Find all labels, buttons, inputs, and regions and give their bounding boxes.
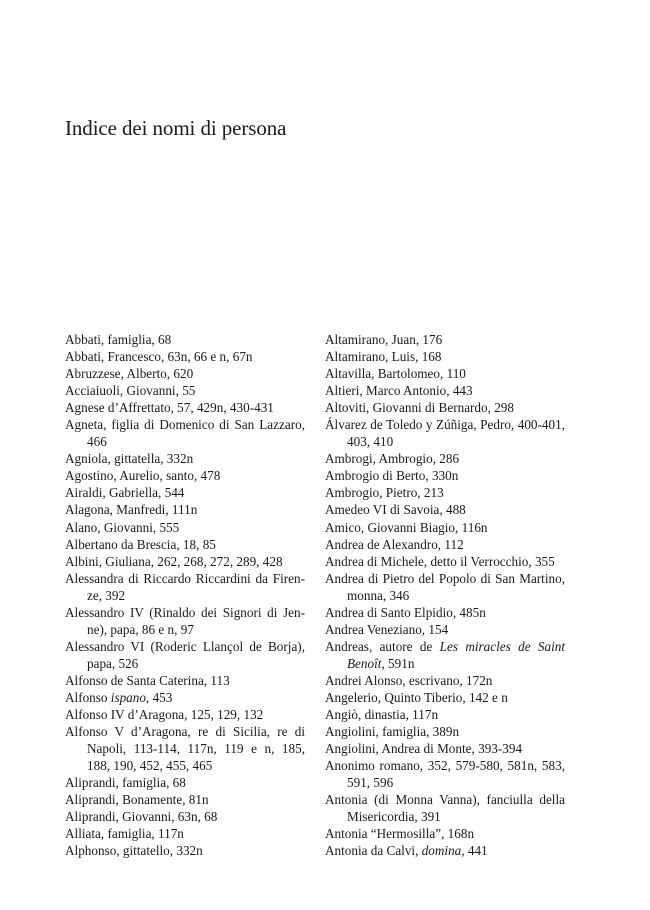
index-entry: Agneta, figlia di Domenico di San Lazzaro, 466 (65, 417, 305, 450)
index-entry: Angiolini, Andrea di Monte, 393-394 (325, 741, 523, 757)
index-entry: Amedeo VI di Savoia, 488 (325, 502, 466, 518)
index-entry: Aliprandi, Giovanni, 63n, 68 (65, 809, 218, 825)
index-entry: Abbati, Francesco, 63n, 66 e n, 67n (65, 349, 253, 365)
index-entry: Andrea di Pietro del Popolo di San Martino, monna, 346 (325, 570, 565, 603)
index-entry: Aliprandi, famiglia, 68 (65, 775, 186, 791)
page-title: Indice dei nomi di persona (65, 116, 287, 140)
index-entry: Angiò, dinastia, 117n (325, 707, 439, 723)
index-entry: Alfonso de Santa Caterina, 113 (65, 672, 230, 688)
index-entry: Airaldi, Gabriella, 544 (65, 485, 185, 501)
index-entry: Ambrogio di Berto, 330n (325, 468, 459, 484)
index-entry: Agniola, gittatella, 332n (65, 451, 194, 467)
index-entry: Andrei Alonso, escrivano, 172n (325, 672, 493, 688)
index-entry: Agnese d’Affrettato, 57, 429n, 430-431 (65, 400, 274, 416)
index-entry: Ambrogi, Ambrogio, 286 (325, 451, 460, 467)
index-entry: Amico, Giovanni Biagio, 116n (325, 519, 488, 535)
index-entry: Altamirano, Juan, 176 (325, 332, 443, 347)
index-entry: Andrea di Michele, detto il Verrocchio, 355 (325, 553, 555, 569)
index-entry: Angiolini, famiglia, 389n (325, 724, 460, 740)
index-entry: Alfonso ispano, 453 (65, 689, 173, 705)
index-entry: Altamirano, Luis, 168 (325, 349, 442, 365)
index-entry: Altoviti, Giovanni di Bernardo, 298 (325, 400, 514, 416)
index-entry: Andrea di Santo Elpidio, 485n (325, 604, 486, 620)
index-entry: Altieri, Marco Antonio, 443 (325, 383, 473, 399)
index-entry: Antonia (di Monna Vanna), fanciulla della Misericordia, 391 (325, 792, 565, 825)
index-entry: Aliprandi, Bonamente, 81n (65, 792, 209, 808)
index-entry: Agostino, Aurelio, santo, 478 (65, 468, 221, 484)
index-entry: Albini, Giuliana, 262, 268, 272, 289, 428 (65, 553, 283, 569)
index-entry: Alphonso, gittatello, 332n (65, 843, 203, 859)
index-entry: Alagona, Manfredi, 111n (65, 502, 198, 518)
index-entry: Altavilla, Bartolomeo, 110 (325, 366, 466, 382)
index-entry: Abbati, famiglia, 68 (65, 332, 172, 347)
index-entry: Andrea Veneziano, 154 (325, 621, 449, 637)
index-entry: Andreas, autore de Les miracles de Saint Benoît, 591n (325, 638, 565, 671)
index-entry: Álvarez de Toledo y Zúñiga, Pedro, 400-401, 403, 410 (325, 417, 565, 450)
index-entry: Antonia da Calvi, domina, 441 (325, 843, 488, 859)
index-entry: Alfonso V d’Aragona, re di Sicilia, re di Napoli, 113-114, 117n, 119 e n, 185, 188, 190, 452, 455, 465 (65, 724, 305, 774)
index-entry: Alessandra di Riccardo Riccardini da Firenze, 392 (65, 570, 305, 603)
index-entry: Alano, Giovanni, 555 (65, 519, 180, 535)
index-entry: Alessandro IV (Rinaldo dei Signori di Jenne), papa, 86 e n, 97 (65, 604, 305, 637)
index-entry: Ambrogio, Pietro, 213 (325, 485, 444, 501)
index-entry: Albertano da Brescia, 18, 85 (65, 536, 216, 552)
index-entry: Alliata, famiglia, 117n (65, 826, 184, 842)
index-entry: Angelerio, Quinto Tiberio, 142 e n (325, 689, 508, 705)
index-entry: Andrea de Alexandro, 112 (325, 536, 464, 552)
index-column-right (325, 331, 565, 859)
index-column-left (65, 331, 305, 859)
index-entry: Alessandro VI (Roderic Llançol de Borja), papa, 526 (65, 638, 305, 671)
index-entry: Antonia “Hermosilla”, 168n (325, 826, 475, 842)
index-entry: Abruzzese, Alberto, 620 (65, 366, 194, 382)
index-entry: Anonimo romano, 352, 579-580, 581n, 583, 591, 596 (325, 758, 565, 791)
index-entry: Acciaiuoli, Giovanni, 55 (65, 383, 196, 399)
index-entry: Alfonso IV d’Aragona, 125, 129, 132 (65, 707, 264, 723)
